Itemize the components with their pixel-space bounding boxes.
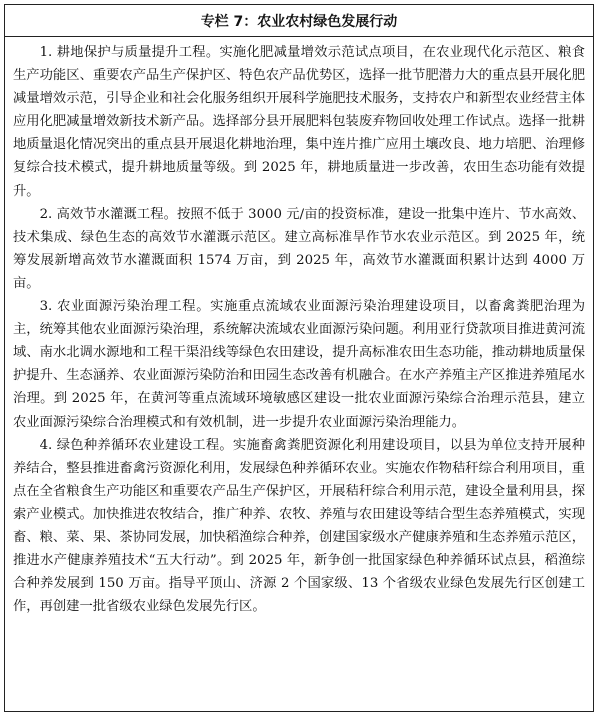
box-body: [5, 37, 593, 618]
box-title: 专栏 7：农业农村绿色发展行动: [5, 5, 593, 37]
paragraph-green-recycling-agriculture: 4. 绿色种养循环农业建设工程。实施畜禽粪肥资源化利用建设项目，以县为单位支持开展种养结合，整县推进畜禽污资源化利用，发展绿色种养循环农业。实施农作物秸秆综合利用项目，重点在全省粮食生产功能区和重要农产品生产保护区，开展秸秆综合利用示范，建设全量利用县，探索产业模式。加快推进农牧结合，推广种养、农牧、养殖与农田建设等结合型生态养殖模式，实现畜、粮、菜、果、茶协同发展，加快稻渔综合种养，创建国家级水产健康养殖和生态养殖示范区，推进水产健康养殖技术“五大行动”。到 2025 年，新争创一批国家绿色种养循环试点县，稻渔综合种养发展到 150 万亩。指导平顶山、济源 2 个国家级、13 个省级农业绿色发展先行区创建工作，再创建一批省级农业绿色发展先行区。: [13, 437, 585, 615]
paragraph-nonpoint-pollution: 3. 农业面源污染治理工程。实施重点流域农业面源污染治理建设项目，以畜禽粪肥治理为主，统筹其他农业面源污染治理，系统解决流域农业面源污染问题。利用亚行贷款项目推进黄河流域、南水北调水源地和工程干渠沿线等绿色农田建设，提升高标准农田生态功能，推动耕地质量保护提升、生态涵养、农业面源污染防治和田园生态改善有机融合。在水产养殖主产区推进养殖尾水治理。到 2025 年，在黄河等重点流域环境敏感区建设一批农业面源污染综合治理示范县，建立农业面源污染综合治理模式和有效机制，进一步提升农业面源污染治理能力。: [13, 299, 585, 430]
paragraph-farmland-protection: 1. 耕地保护与质量提升工程。实施化肥减量增效示范试点项目，在农业现代化示范区、粮食生产功能区、重要农产品生产保护区、特色农产品优势区，选择一批节肥潜力大的重点县开展化肥减量增效示范，引导企业和社会化服务组织开展科学施肥技术服务，支持农户和新型农业经营主体应用化肥减量增效新技术新产品。选择部分县开展肥料包装废弃物回收处理工作试点。选择一批耕地质量退化情况突出的重点县开展退化耕地治理，集中连片推广应用土壤改良、地力培肥、治理修复综合技术模式，提升耕地质量等级。到 2025 年，耕地质量进一步改善，农田生态功能有效提升。: [13, 45, 585, 199]
feature-box: [4, 4, 594, 712]
paragraph-water-saving-irrigation: 2. 高效节水灌溉工程。按照不低于 3000 元/亩的投资标准，建设一批集中连片、节水高效、技术集成、绿色生态的高效节水灌溉示范区。建立高标准旱作节水农业示范区。到 2025 年，统筹发展新增高效节水灌溉面积 1574 万亩，到 2025 年，高效节水灌溉面积累计达到 4000 万亩。: [13, 206, 585, 291]
